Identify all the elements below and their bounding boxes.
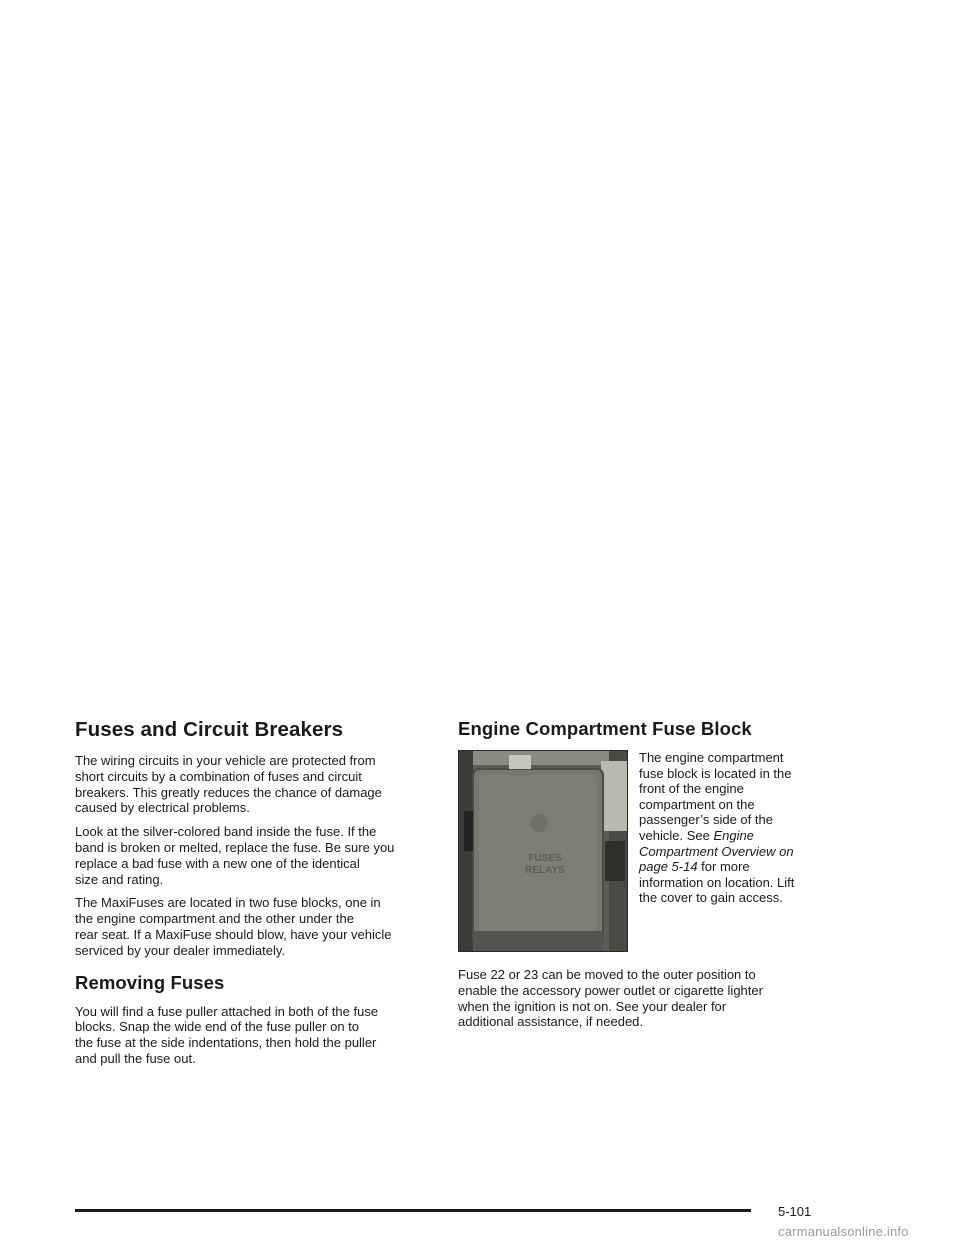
paragraph-fuse-puller: You will find a fuse puller attached in both of the fuse blocks. Snap the wide end of the fuse puller on to the fuse at the side indentations, then hold the puller and pull the fuse out. [75,1003,379,1066]
watermark: carmanualsonline.info [778,1224,909,1239]
link-page-ref[interactable]: page 5-14 [639,859,698,875]
right-column [458,718,838,1038]
page-number: 5-101 [778,1204,812,1219]
link-engine-compartment-overview-cont[interactable]: Compartment Overview on [639,843,794,859]
figure-row [458,750,838,953]
section-heading-engine-fuse-block: Engine Compartment Fuse Block [458,718,752,739]
left-column [75,718,435,1075]
paragraph-silver-band: Look at the silver-colored band inside the fuse. If the band is broken or melted, replace the fuse. Be sure you replace a bad fuse with a new one of the identical size and rating. [75,824,395,887]
fuse-block-description: The engine compartment fuse block is located in the front of the engine compartment on the passenger’s side of the vehicle. See Engine Compartment Overview on page 5-14 for more information on location. Lift the cover to gain access. [639,750,795,906]
photo-label-relays: RELAYS [525,865,565,876]
photo-label-fuses: FUSES [528,853,562,864]
footer-rule [75,1209,751,1212]
link-engine-compartment-overview[interactable]: Engine [713,827,754,843]
section-heading-fuses: Fuses and Circuit Breakers [75,718,344,741]
paragraph-maxifuses: The MaxiFuses are located in two fuse blocks, one in the engine compartment and the other under the rear seat. If a MaxiFuse should blow, have your vehicle serviced by your dealer immediately. [75,895,392,958]
paragraph-wiring: The wiring circuits in your vehicle are protected from short circuits by a combination of fuses and circuit breakers. This greatly reduces the chance of damage caused by electrical problems. [75,753,382,816]
paragraph-fuse-22-23: Fuse 22 or 23 can be moved to the outer position to enable the accessory power outlet or cigarette lighter when the ignition is not on. See your dealer for additional assistance, if needed. [458,967,763,1030]
fuse-block-photo-graphic [459,751,627,951]
section-heading-removing-fuses: Removing Fuses [75,971,225,993]
fuse-block-photo [458,750,628,952]
